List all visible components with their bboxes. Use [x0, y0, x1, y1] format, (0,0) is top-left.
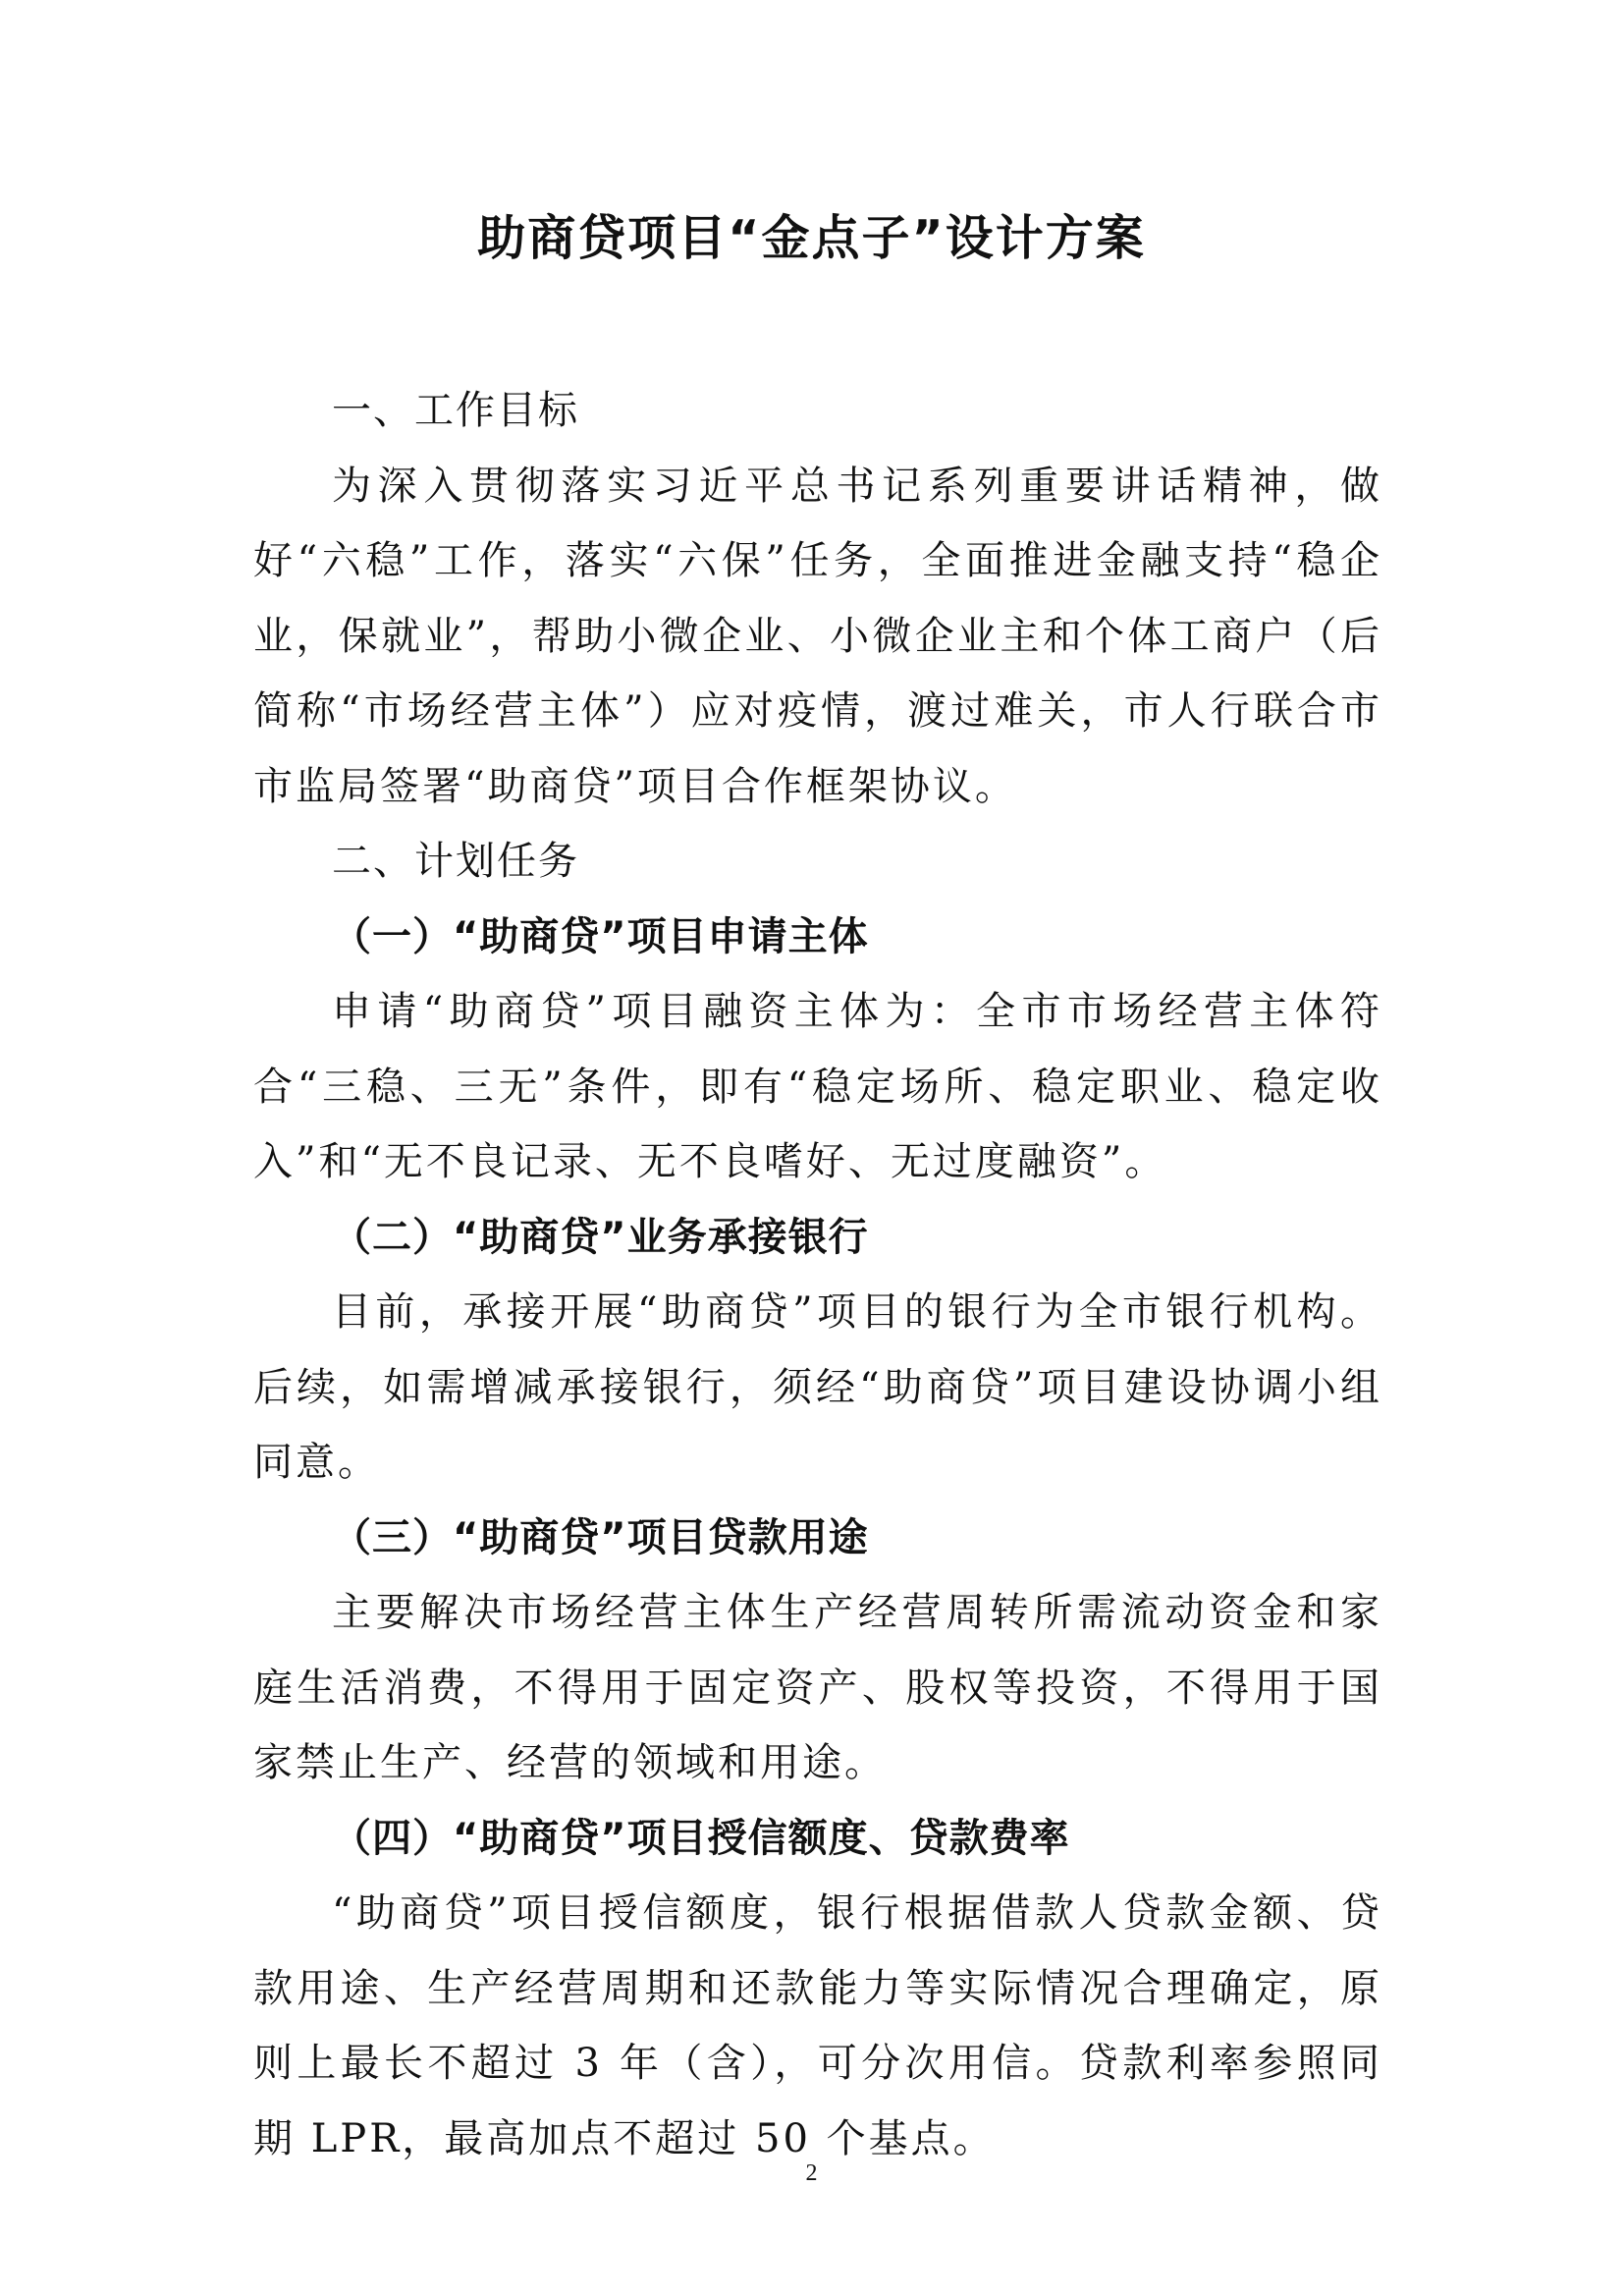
page-number: 2 — [805, 2160, 818, 2186]
paragraph-credit-rate: “助商贷”项目授信额度，银行根据借款人贷款金额、贷款用途、生产经营周期和还款能力等实际情况合理确定，原则上最长不超过 3 年（含），可分次用信。贷款利率参照同期 LPR，最高加点不超过 50 个基点。 — [253, 1890, 1382, 2161]
section-heading-work-goal: 一、工作目标 — [332, 388, 579, 433]
paragraph-banks: 目前，承接开展“助商贷”项目的银行为全市银行机构。后续，如需增减承接银行，须经“助商贷”项目建设协调小组同意。 — [253, 1289, 1382, 1485]
paragraph-loan-usage: 主要解决市场经营主体生产经营周转所需流动资金和家庭生活消费，不得用于固定资产、股权等投资，不得用于国家禁止生产、经营的领域和用途。 — [253, 1590, 1382, 1785]
document-title: 助商贷项目“金点子”设计方案 — [477, 210, 1146, 266]
subheading-loan-usage: （三）“助商贷”项目贷款用途 — [332, 1514, 869, 1560]
paragraph-applicant: 申请“助商贷”项目融资主体为：全市市场经营主体符合“三稳、三无”条件，即有“稳定场所、稳定职业、稳定收入”和“无不良记录、无不良嗜好、无过度融资”。 — [253, 989, 1382, 1184]
subheading-banks: （二）“助商贷”业务承接银行 — [332, 1214, 869, 1260]
section-heading-plan-tasks: 二、计划任务 — [332, 839, 579, 884]
document-body — [253, 373, 1382, 2176]
subheading-credit-rate: （四）“助商贷”项目授信额度、贷款费率 — [332, 1815, 1070, 1861]
paragraph-work-goal: 为深入贯彻落实习近平总书记系列重要讲话精神，做好“六稳”工作，落实“六保”任务，全面推进金融支持“稳企业，保就业”，帮助小微企业、小微企业主和个体工商户（后简称“市场经营主体”）应对疫情，渡过难关，市人行联合市市监局签署“助商贷”项目合作框架协议。 — [253, 463, 1382, 809]
subheading-applicant: （一）“助商贷”项目申请主体 — [332, 913, 869, 959]
